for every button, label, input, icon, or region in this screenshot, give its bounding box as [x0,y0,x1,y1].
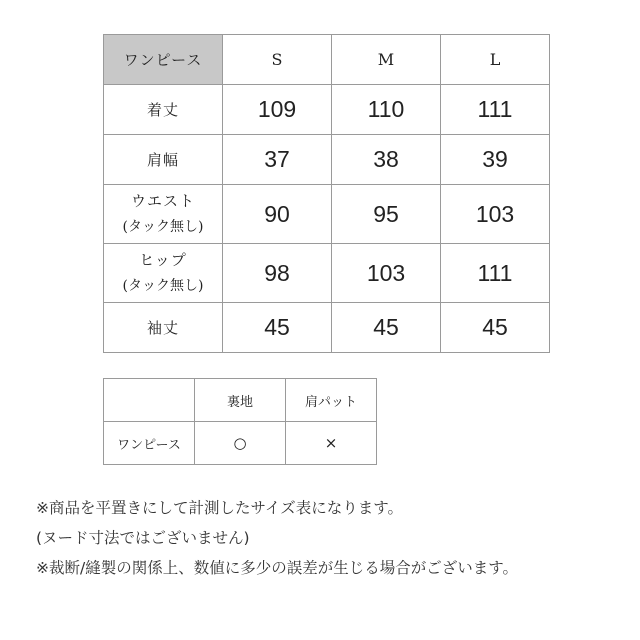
value-cell: 45 [223,303,332,353]
size-header-m: M [332,35,441,85]
note-line: (ヌード寸法ではございません) [36,529,250,547]
option-header-shoulder-pad: 肩パット [286,379,377,422]
row-label-sleeve: 袖丈 [104,303,223,353]
size-table [103,34,550,353]
table-row [104,135,550,185]
value-cell: 45 [441,303,550,353]
value-cell: 98 [223,244,332,303]
option-header-blank [104,379,195,422]
row-label-sub: (タック無し) [122,219,204,235]
table-row [104,422,377,465]
row-label-waist [104,185,223,244]
notes [36,493,518,583]
row-label-main: ヒップ [139,251,187,269]
shoulder-pad-mark: × [286,422,377,465]
option-header-row [104,379,377,422]
option-table [103,378,377,465]
row-label-shoulder: 肩幅 [104,135,223,185]
row-label-length: 着丈 [104,85,223,135]
value-cell: 103 [441,185,550,244]
table-row [104,303,550,353]
value-cell: 37 [223,135,332,185]
size-header-s: S [223,35,332,85]
value-cell: 109 [223,85,332,135]
value-cell: 95 [332,185,441,244]
corner-label: ワンピース [104,35,223,85]
table-row [104,244,550,303]
row-label-main: ウエスト [130,192,195,210]
row-label-sub: (タック無し) [122,278,204,294]
note-line: ※商品を平置きにして計測したサイズ表になります。 [36,499,404,517]
row-label-hip [104,244,223,303]
value-cell: 38 [332,135,441,185]
value-cell: 90 [223,185,332,244]
table-row [104,85,550,135]
value-cell: 111 [441,85,550,135]
value-cell: 111 [441,244,550,303]
option-header-lining: 裏地 [195,379,286,422]
size-header-l: L [441,35,550,85]
note-line: ※裁断/縫製の関係上、数値に多少の誤差が生じる場合がございます。 [36,559,518,577]
value-cell: 39 [441,135,550,185]
table-row [104,185,550,244]
size-header-row [104,35,550,85]
value-cell: 110 [332,85,441,135]
lining-mark: ○ [195,422,286,465]
value-cell: 45 [332,303,441,353]
option-row-label: ワンピース [104,422,195,465]
value-cell: 103 [332,244,441,303]
